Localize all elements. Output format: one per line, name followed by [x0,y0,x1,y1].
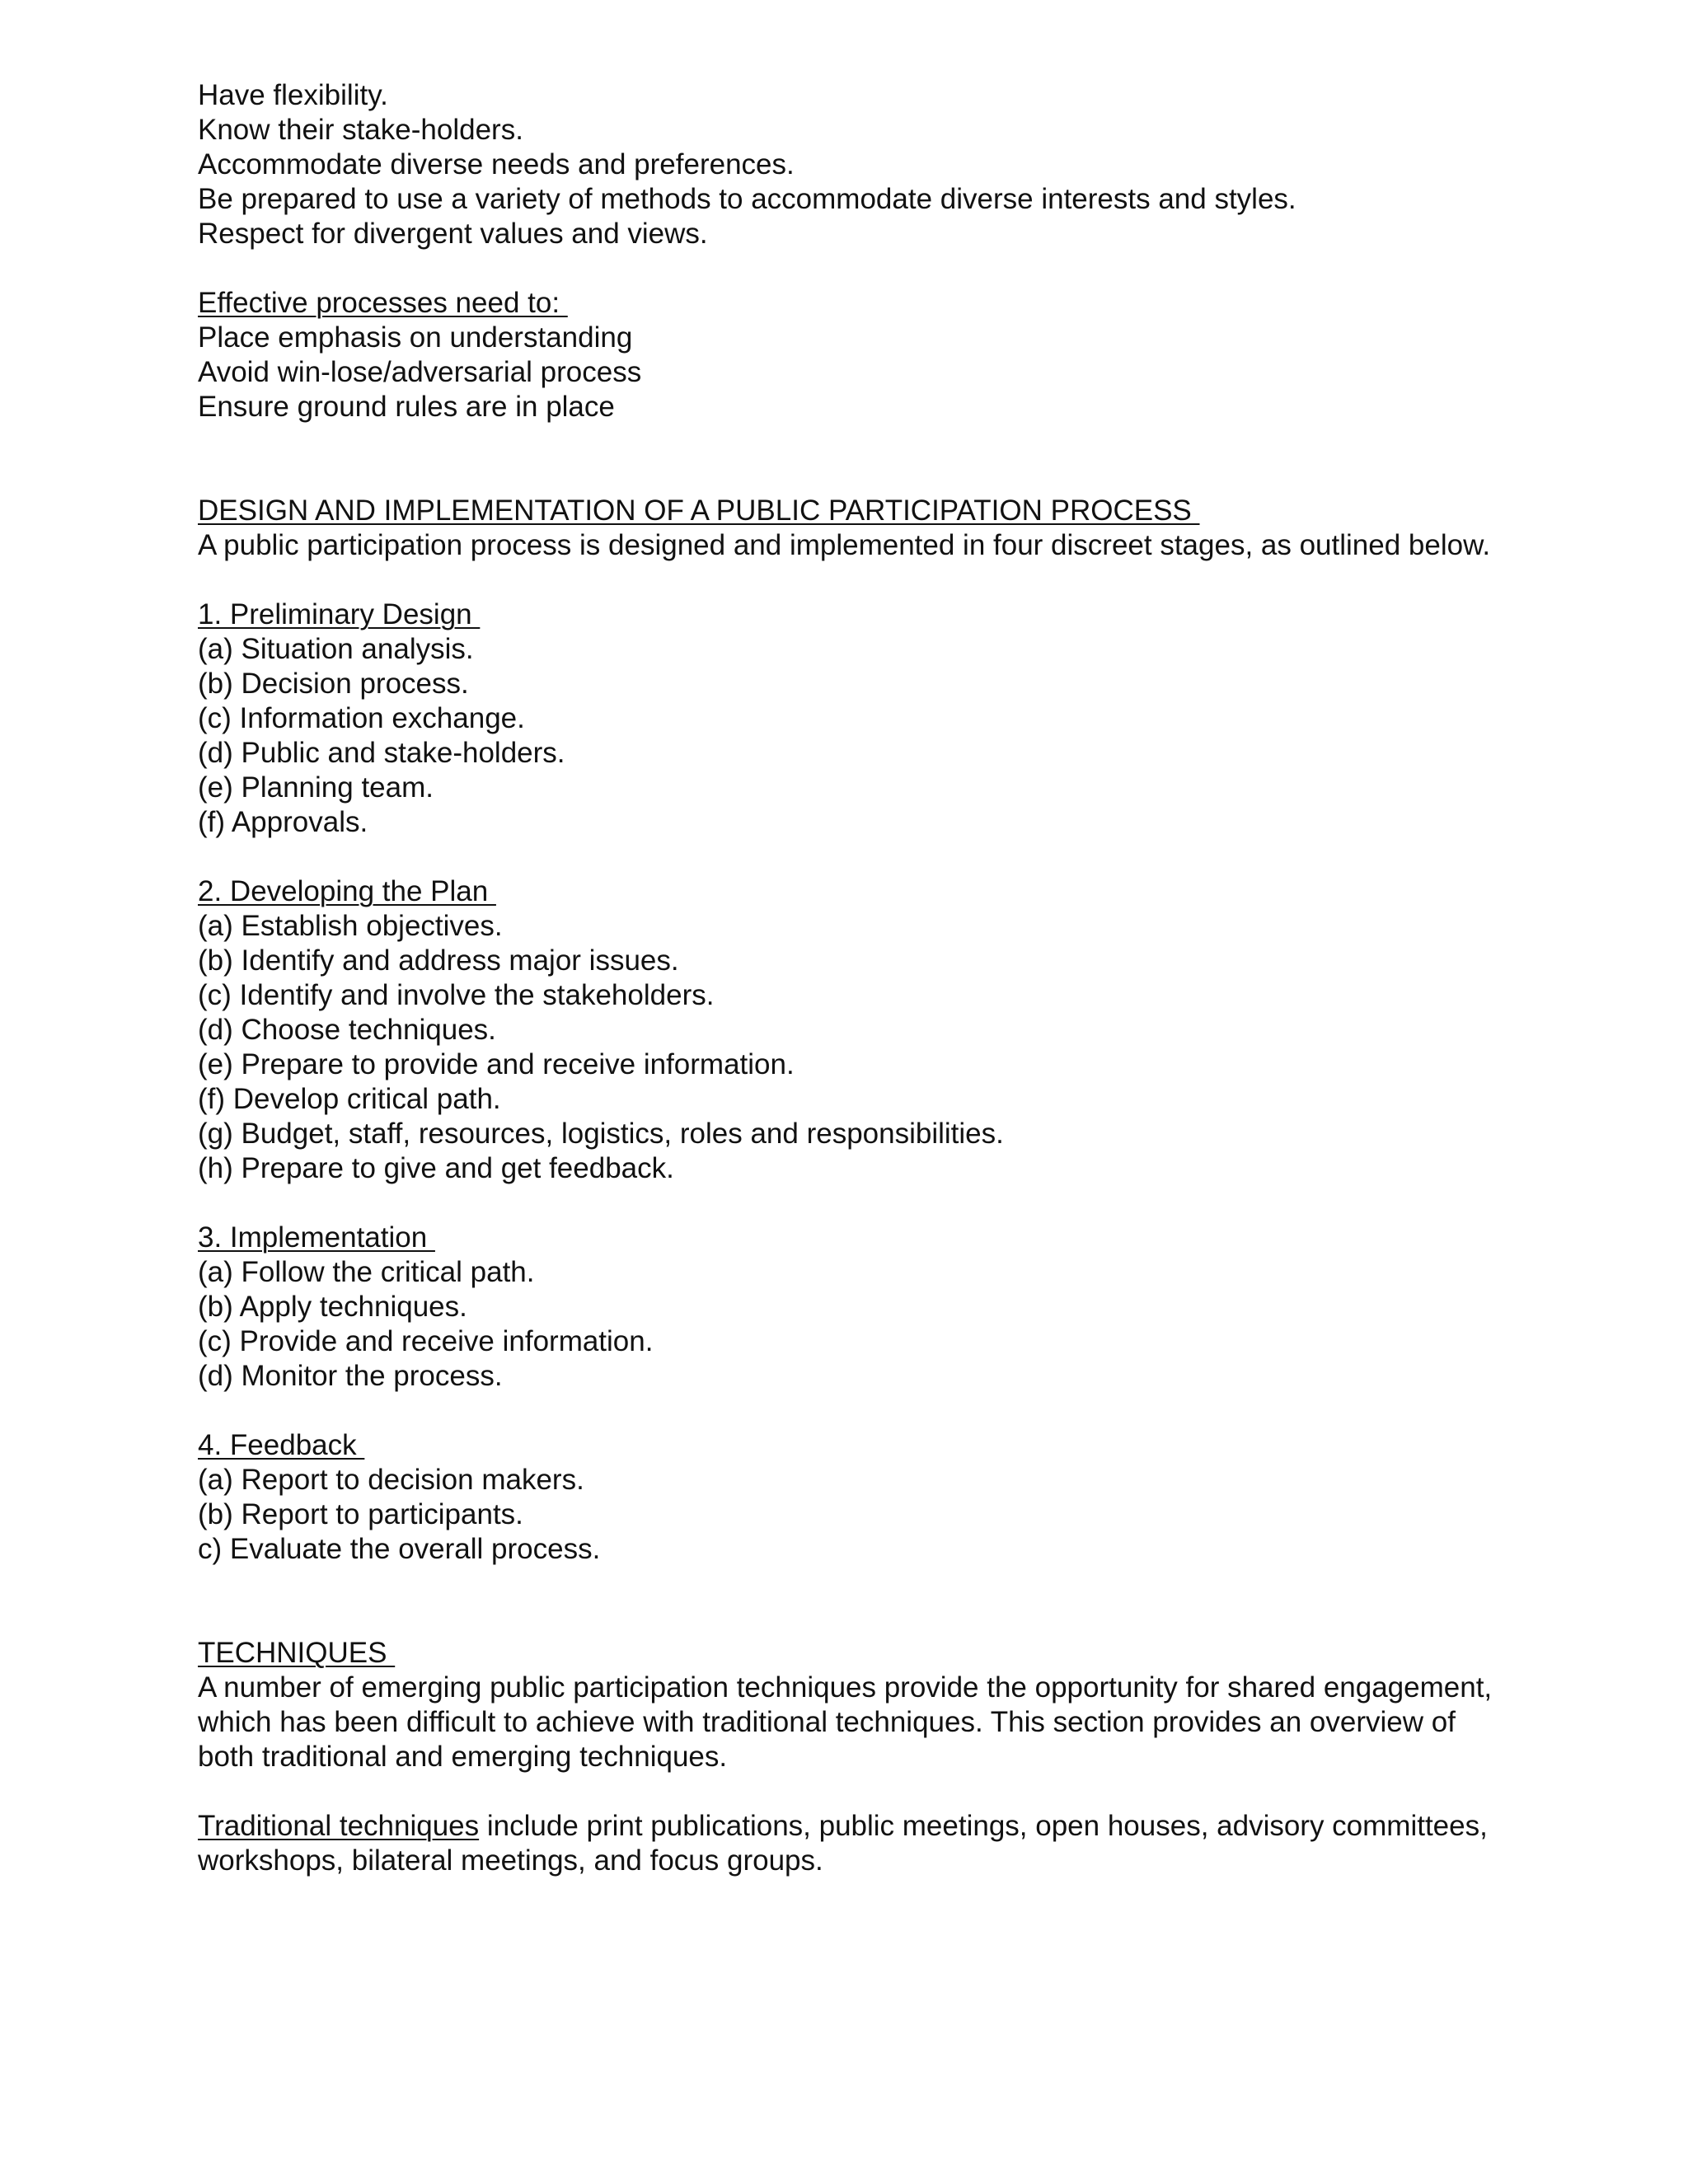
stage-item: (g) Budget, staff, resources, logistics, roles and responsibilities. [198,1118,1004,1150]
stage-item: (f) Approvals. [198,806,368,838]
spacer [198,1186,1517,1221]
spacer [198,1774,1517,1809]
design-intro: A public participation process is designed and implemented in four discreet stages, as outlined below. [198,529,1491,561]
traditional-techniques-text: include print publications, public meetings, open houses, advisory committees, workshops, bilateral meetings, and focus groups. [198,1810,1488,1877]
stage-item: (b) Report to participants. [198,1498,523,1530]
stage-feedback [198,1428,1517,1567]
intro-line: Know their stake-holders. [198,114,523,146]
effective-item: Place emphasis on understanding [198,321,633,354]
stage-item: (e) Planning team. [198,771,434,804]
techniques-section [198,1636,1517,1878]
effective-processes-section [198,286,1517,424]
stage-item: (b) Identify and address major issues. [198,944,679,977]
stage-title: 2. Developing the Plan [198,875,496,907]
spacer [198,1567,1517,1636]
stage-item: (a) Report to decision makers. [198,1464,584,1496]
stage-item: (c) Information exchange. [198,702,525,734]
effective-item: Ensure ground rules are in place [198,391,615,423]
stage-item: (f) Develop critical path. [198,1083,501,1115]
stage-item: (c) Identify and involve the stakeholders. [198,979,715,1011]
spacer [198,424,1517,494]
intro-line: Respect for divergent values and views. [198,218,708,250]
stage-item: (c) Provide and receive information. [198,1325,654,1357]
stage-title: 4. Feedback [198,1429,365,1461]
stage-title: 3. Implementation [198,1221,435,1254]
stage-item: (a) Situation analysis. [198,633,474,665]
traditional-techniques-label: Traditional techniques [198,1810,480,1842]
stage-item: c) Evaluate the overall process. [198,1533,601,1565]
traditional-techniques-paragraph [198,1809,1517,1878]
design-heading: DESIGN AND IMPLEMENTATION OF A PUBLIC PARTICIPATION PROCESS [198,494,1200,527]
intro-line: Have flexibility. [198,79,388,111]
stage-developing-plan [198,874,1517,1186]
stage-item: (b) Apply techniques. [198,1291,467,1323]
spacer [198,840,1517,874]
stage-item: (d) Monitor the process. [198,1360,503,1392]
effective-item: Avoid win-lose/adversarial process [198,356,642,388]
stage-item: (e) Prepare to provide and receive information. [198,1048,795,1080]
effective-processes-heading: Effective processes need to: [198,287,568,319]
stage-item: (b) Decision process. [198,668,469,700]
spacer [198,1394,1517,1428]
document-page [198,78,1517,1878]
spacer [198,563,1517,598]
stage-item: (d) Choose techniques. [198,1014,496,1046]
techniques-heading: TECHNIQUES [198,1637,396,1669]
intro-line: Accommodate diverse needs and preferences. [198,148,795,180]
intro-list [198,78,1517,251]
stage-title: 1. Preliminary Design [198,598,481,630]
stage-implementation [198,1221,1517,1394]
stage-item: (h) Prepare to give and get feedback. [198,1152,674,1184]
techniques-intro: A number of emerging public participation techniques provide the opportunity for shared engagement, which has been difficult to achieve with traditional techniques. This section provides an overview of both traditional and emerging techniques. [198,1671,1493,1773]
stage-item: (a) Establish objectives. [198,910,503,942]
stage-item: (a) Follow the critical path. [198,1256,535,1288]
design-section [198,494,1517,1567]
stage-preliminary-design [198,598,1517,840]
stage-item: (d) Public and stake-holders. [198,737,565,769]
intro-line: Be prepared to use a variety of methods to accommodate diverse interests and styles. [198,183,1296,215]
spacer [198,251,1517,286]
